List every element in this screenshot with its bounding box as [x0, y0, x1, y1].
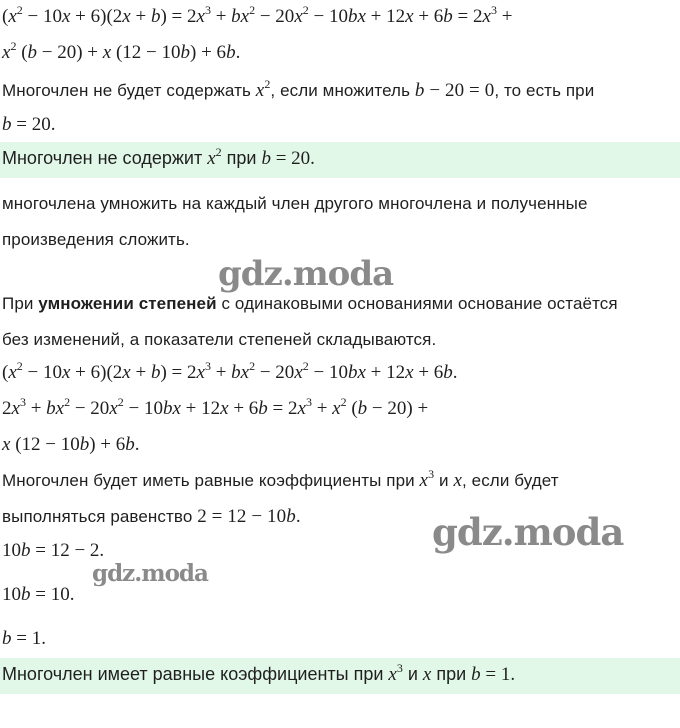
condition-text: Многочлен не будет содержать $x^2$, если множитель b − 20 = 0, то есть при: [2, 76, 595, 101]
equation-line-3: $(x^2 - 10x + 6)(2x + b) = 2x^3 + bx^2 - 20x^2 - 10bx + 12x + 6b$.: [2, 358, 458, 383]
equality-text: выполняться равенство 2 = 12 − 10b.: [2, 506, 301, 527]
rule-3-bold: умножении степеней: [38, 294, 217, 313]
answer-2-text-c: при: [431, 664, 472, 684]
rule-line-3: [2, 294, 680, 314]
rule-line-1: многочлена умножить на каждый член другого многочлена и полученные: [2, 194, 588, 213]
coef-text-a: Многочлен будет иметь равные коэффициенты при: [2, 471, 420, 490]
step-3: b = 1.: [2, 628, 46, 649]
equation-line-5: x (12 − 10b) + 6b.: [2, 434, 140, 455]
condition-equation: b − 20 = 0: [414, 80, 495, 101]
rule-line-2: произведения сложить.: [2, 230, 190, 249]
coef-text-b: и: [434, 471, 454, 490]
equality-text-a: выполняться равенство: [2, 507, 198, 526]
answer-2-text-b: и: [402, 664, 423, 684]
equation-line-1: $(x^2 - 10x + 6)(2x + b) = 2x^3 + bx^2 - 20x^2 - 10bx + 12x + 6b = 2x^3$ +: [2, 2, 513, 27]
condition-text-c: , то есть при: [494, 81, 595, 100]
step-2: 10b = 10.: [2, 584, 75, 605]
rule-3-b: с одинаковыми основаниями основание остаётся: [216, 294, 618, 313]
watermark-1: gdz.moda: [218, 254, 394, 294]
step-1: 10b = 12 − 2.: [2, 540, 105, 561]
rule-line-4: без изменений, а показатели степеней складываются.: [2, 330, 437, 349]
watermark-2: gdz.moda: [432, 510, 624, 554]
condition-text-b: , если множитель: [270, 81, 415, 100]
answer-1-text-a: Многочлен не содержит: [2, 148, 208, 168]
answer-2-text-a: Многочлен имеет равные коэффициенты при: [2, 664, 389, 684]
condition-value: b = 20.: [2, 114, 56, 135]
equation-line-2: $x^2$ (b − 20) + x (12 − 10b) + 6b.: [2, 38, 241, 63]
answer-box-1: Многочлен не содержит $x^2$ при b = 20.: [0, 142, 680, 178]
rule-3-a: При: [2, 294, 39, 313]
equation-line-4: $2x^3 + bx^2 - 20x^2 - 10bx + 12x + 6b = 2x^3 + x^2$ (b − 20) +: [2, 394, 429, 419]
watermark-3: gdz.moda: [92, 560, 208, 587]
answer-box-2: Многочлен имеет равные коэффициенты при $x^3$ и x при b = 1.: [0, 658, 680, 694]
coef-text: Многочлен будет иметь равные коэффициенты при $x^3$ и x, если будет: [2, 466, 559, 491]
condition-text-a: Многочлен не будет содержать: [2, 81, 256, 100]
coef-text-c: , если будет: [462, 471, 559, 490]
answer-1-text-b: при: [221, 148, 262, 168]
